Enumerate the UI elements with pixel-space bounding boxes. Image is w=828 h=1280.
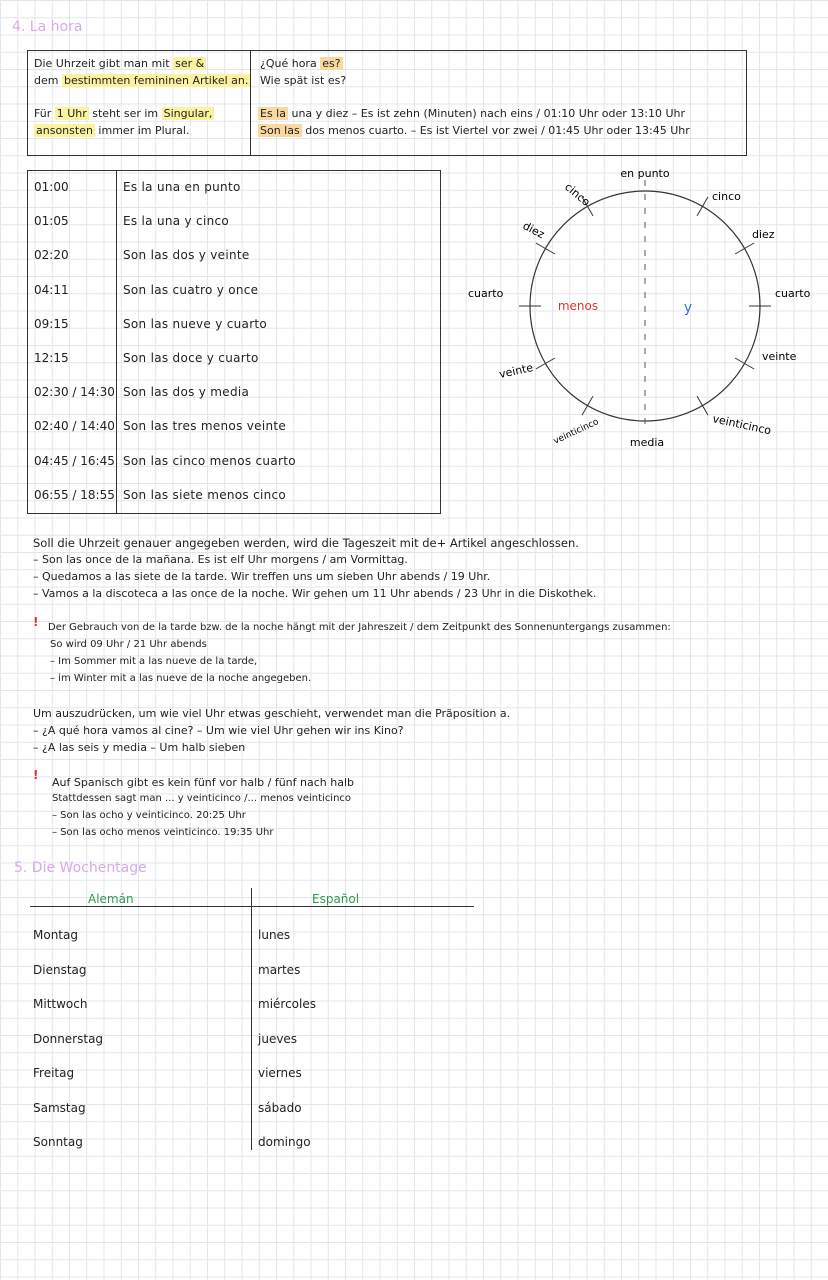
note2-line-1: Auf Spanisch gibt es kein fünf vor halb / fünf nach halb (52, 776, 355, 789)
time-value: 01:05 (34, 214, 69, 229)
rule-line-1 (34, 56, 206, 72)
clock-tick (735, 243, 754, 254)
time-value: 02:40 / 14:40 (34, 419, 115, 434)
time-spanish-text: Son las dos y veinte (123, 248, 250, 263)
time-table-row (28, 376, 440, 410)
time-spanish-text: Es la una en punto (123, 180, 241, 194)
rule-text: Für (34, 107, 55, 120)
weekday-es: martes (258, 962, 301, 977)
example-line-2 (258, 123, 690, 139)
time-table (27, 170, 441, 514)
time-table-row (28, 308, 440, 342)
weekday-es: domingo (258, 1135, 311, 1149)
clock-label-left-veinte: veinte (497, 361, 535, 381)
note1-line-3: – Im Sommer mit a las nueve de la tarde, (50, 656, 258, 667)
clock-label-media: media (629, 436, 665, 449)
clock-diagram (460, 160, 811, 460)
weekday-es: miércoles (258, 997, 316, 1011)
clock-label-menos: menos (557, 299, 599, 313)
rule-text: steht ser im (88, 107, 162, 120)
weekday-de: Sonntag (33, 1135, 83, 1149)
rule-line-4 (34, 123, 189, 139)
highlight-article: bestimmten femininen Artikel an. (63, 74, 249, 87)
weekday-de: Freitag (33, 1066, 75, 1080)
time-spanish-text: Es la una y cinco (123, 214, 230, 229)
days-table-header-line (30, 906, 474, 907)
time-spanish-text: Son las nueve y cuarto (123, 316, 268, 331)
time-value: 12:15 (34, 351, 69, 365)
prep-example-2: – ¿A las seis y media – Um halb sieben (33, 741, 246, 754)
time-spanish-text: Son las tres menos veinte (123, 419, 287, 434)
days-table-divider (251, 888, 252, 1150)
daytime-example-2: – Quedamos a las siete de la tarde. Wir treffen uns um sieben Uhr abends / 19 Uhr. (33, 570, 491, 583)
prep-intro: Um auszudrücken, um wie viel Uhr etwas geschieht, verwendet man die Präposition a. (33, 707, 511, 720)
clock-tick (697, 396, 708, 415)
clock-label-left-cinco: cinco (562, 180, 593, 209)
time-table-row (28, 479, 440, 513)
section-heading-la-hora: 4. La hora (12, 19, 83, 35)
highlight-son-las: Son las (260, 124, 300, 137)
daytime-intro: Soll die Uhrzeit genauer angegeben werden, wird die Tageszeit mit de+ Artikel angeschlossen. (33, 536, 579, 550)
clock-tick (536, 243, 555, 254)
time-spanish-text: Son las cinco menos cuarto (123, 453, 296, 468)
time-spanish-text: Son las doce y cuarto (123, 351, 259, 365)
time-spanish-text: Son las cuatro y once (123, 282, 259, 297)
example-text: una y diez – Es ist zehn (Minuten) nach eins / 01:10 Uhr oder 13:10 Uhr (287, 107, 686, 120)
clock-label-right-veinte: veinte (762, 350, 797, 363)
rule-text: immer im Plural. (94, 124, 190, 137)
time-value: 09:15 (34, 316, 69, 331)
grammar-rule-box (27, 50, 747, 156)
time-value: 01:00 (34, 180, 69, 194)
time-spanish-text: Son las dos y media (123, 385, 250, 400)
time-table-row (28, 410, 440, 444)
time-value: 04:45 / 16:45 (34, 453, 115, 468)
note2-line-4: – Son las ocho menos veinticinco. 19:35 Uhr (52, 827, 274, 838)
weekday-de: Samstag (33, 1100, 86, 1115)
weekday-es: viernes (258, 1066, 302, 1080)
days-column-header-es: Español (312, 892, 360, 906)
clock-label-right-diez: diez (752, 228, 775, 241)
clock-label-right-cinco: cinco (712, 190, 741, 203)
highlight-singular: Singular, (163, 107, 213, 120)
time-table-row (28, 205, 440, 239)
note1-line-4: – im Winter mit a las nueve de la noche angegeben. (50, 673, 312, 684)
warning-icon: ! (33, 615, 39, 629)
clock-label-left-cuarto: cuarto (468, 287, 504, 300)
clock-label-left-diez: diez (520, 219, 547, 242)
rule-line-3 (34, 106, 214, 122)
clock-tick (582, 396, 593, 415)
note1-line-1: Der Gebrauch von de la tarde bzw. de la noche hängt mit der Jahreszeit / dem Zeitpunkt des Sonnenuntergangs zusammen: (48, 622, 671, 633)
highlight-one-hour: 1 Uhr (56, 107, 87, 120)
rule-box-divider (250, 51, 251, 155)
time-table-row (28, 239, 440, 273)
highlight-es: es? (322, 57, 341, 70)
clock-label-en-punto: en punto (620, 167, 670, 180)
time-value: 04:11 (34, 282, 69, 297)
weekday-es: lunes (258, 928, 291, 942)
clock-tick (536, 358, 555, 369)
section-heading-wochentage: 5. Die Wochentage (14, 860, 147, 876)
weekday-es: sábado (258, 1100, 302, 1115)
clock-label-y: y (683, 300, 693, 316)
question-text: ¿Qué hora (260, 57, 321, 70)
warning-icon: ! (33, 768, 39, 782)
highlight-ser: ser & (175, 57, 205, 70)
daytime-example-3: – Vamos a la discoteca a las once de la noche. Wir gehen um 11 Uhr abends / 23 Uhr in die Diskothek. (33, 587, 597, 600)
time-value: 02:30 / 14:30 (34, 385, 115, 400)
clock-label-right-cuarto: cuarto (775, 287, 811, 300)
weekday-de: Mittwoch (33, 997, 88, 1011)
rule-line-2 (34, 73, 250, 89)
weekday-de: Donnerstag (33, 1031, 104, 1046)
highlight-es-la: Es la (260, 107, 286, 120)
clock-tick (735, 358, 754, 369)
example-text: dos menos cuarto. – Es ist Viertel vor zwei / 01:45 Uhr oder 13:45 Uhr (301, 124, 690, 137)
rule-text: dem (34, 74, 62, 87)
clock-tick (697, 197, 708, 216)
time-value: 02:20 (34, 248, 69, 263)
note1-line-2: So wird 09 Uhr / 21 Uhr abends (50, 639, 207, 650)
time-value: 06:55 / 18:55 (34, 487, 115, 502)
note2-line-2: Stattdessen sagt man ... y veinticinco /... menos veinticinco (52, 793, 352, 804)
time-spanish-text: Son las siete menos cinco (123, 487, 287, 502)
time-table-row (28, 445, 440, 479)
clock-label-right-veinticinco: veinticinco (711, 412, 773, 438)
rule-text: Die Uhrzeit gibt man mit (34, 57, 174, 70)
highlight-otherwise: ansonsten (36, 124, 93, 137)
time-table-row (28, 274, 440, 308)
weekday-de: Montag (33, 928, 78, 942)
time-table-row (28, 342, 440, 376)
time-table-row (28, 171, 440, 205)
question-line-es (260, 56, 343, 72)
daytime-example-1: – Son las once de la mañana. Es ist elf Uhr morgens / am Vormittag. (33, 553, 408, 566)
clock-label-left-veinticinco: veinticinco (552, 417, 601, 447)
example-line-1 (258, 106, 685, 122)
weekday-es: jueves (258, 1031, 298, 1046)
prep-example-1: – ¿A qué hora vamos al cine? – Um wie viel Uhr gehen wir ins Kino? (33, 724, 404, 737)
weekday-de: Dienstag (33, 962, 87, 977)
note2-line-3: – Son las ocho y veinticinco. 20:25 Uhr (52, 810, 246, 821)
days-column-header-de: Alemán (88, 892, 134, 906)
question-line-de: Wie spät ist es? (260, 74, 347, 87)
